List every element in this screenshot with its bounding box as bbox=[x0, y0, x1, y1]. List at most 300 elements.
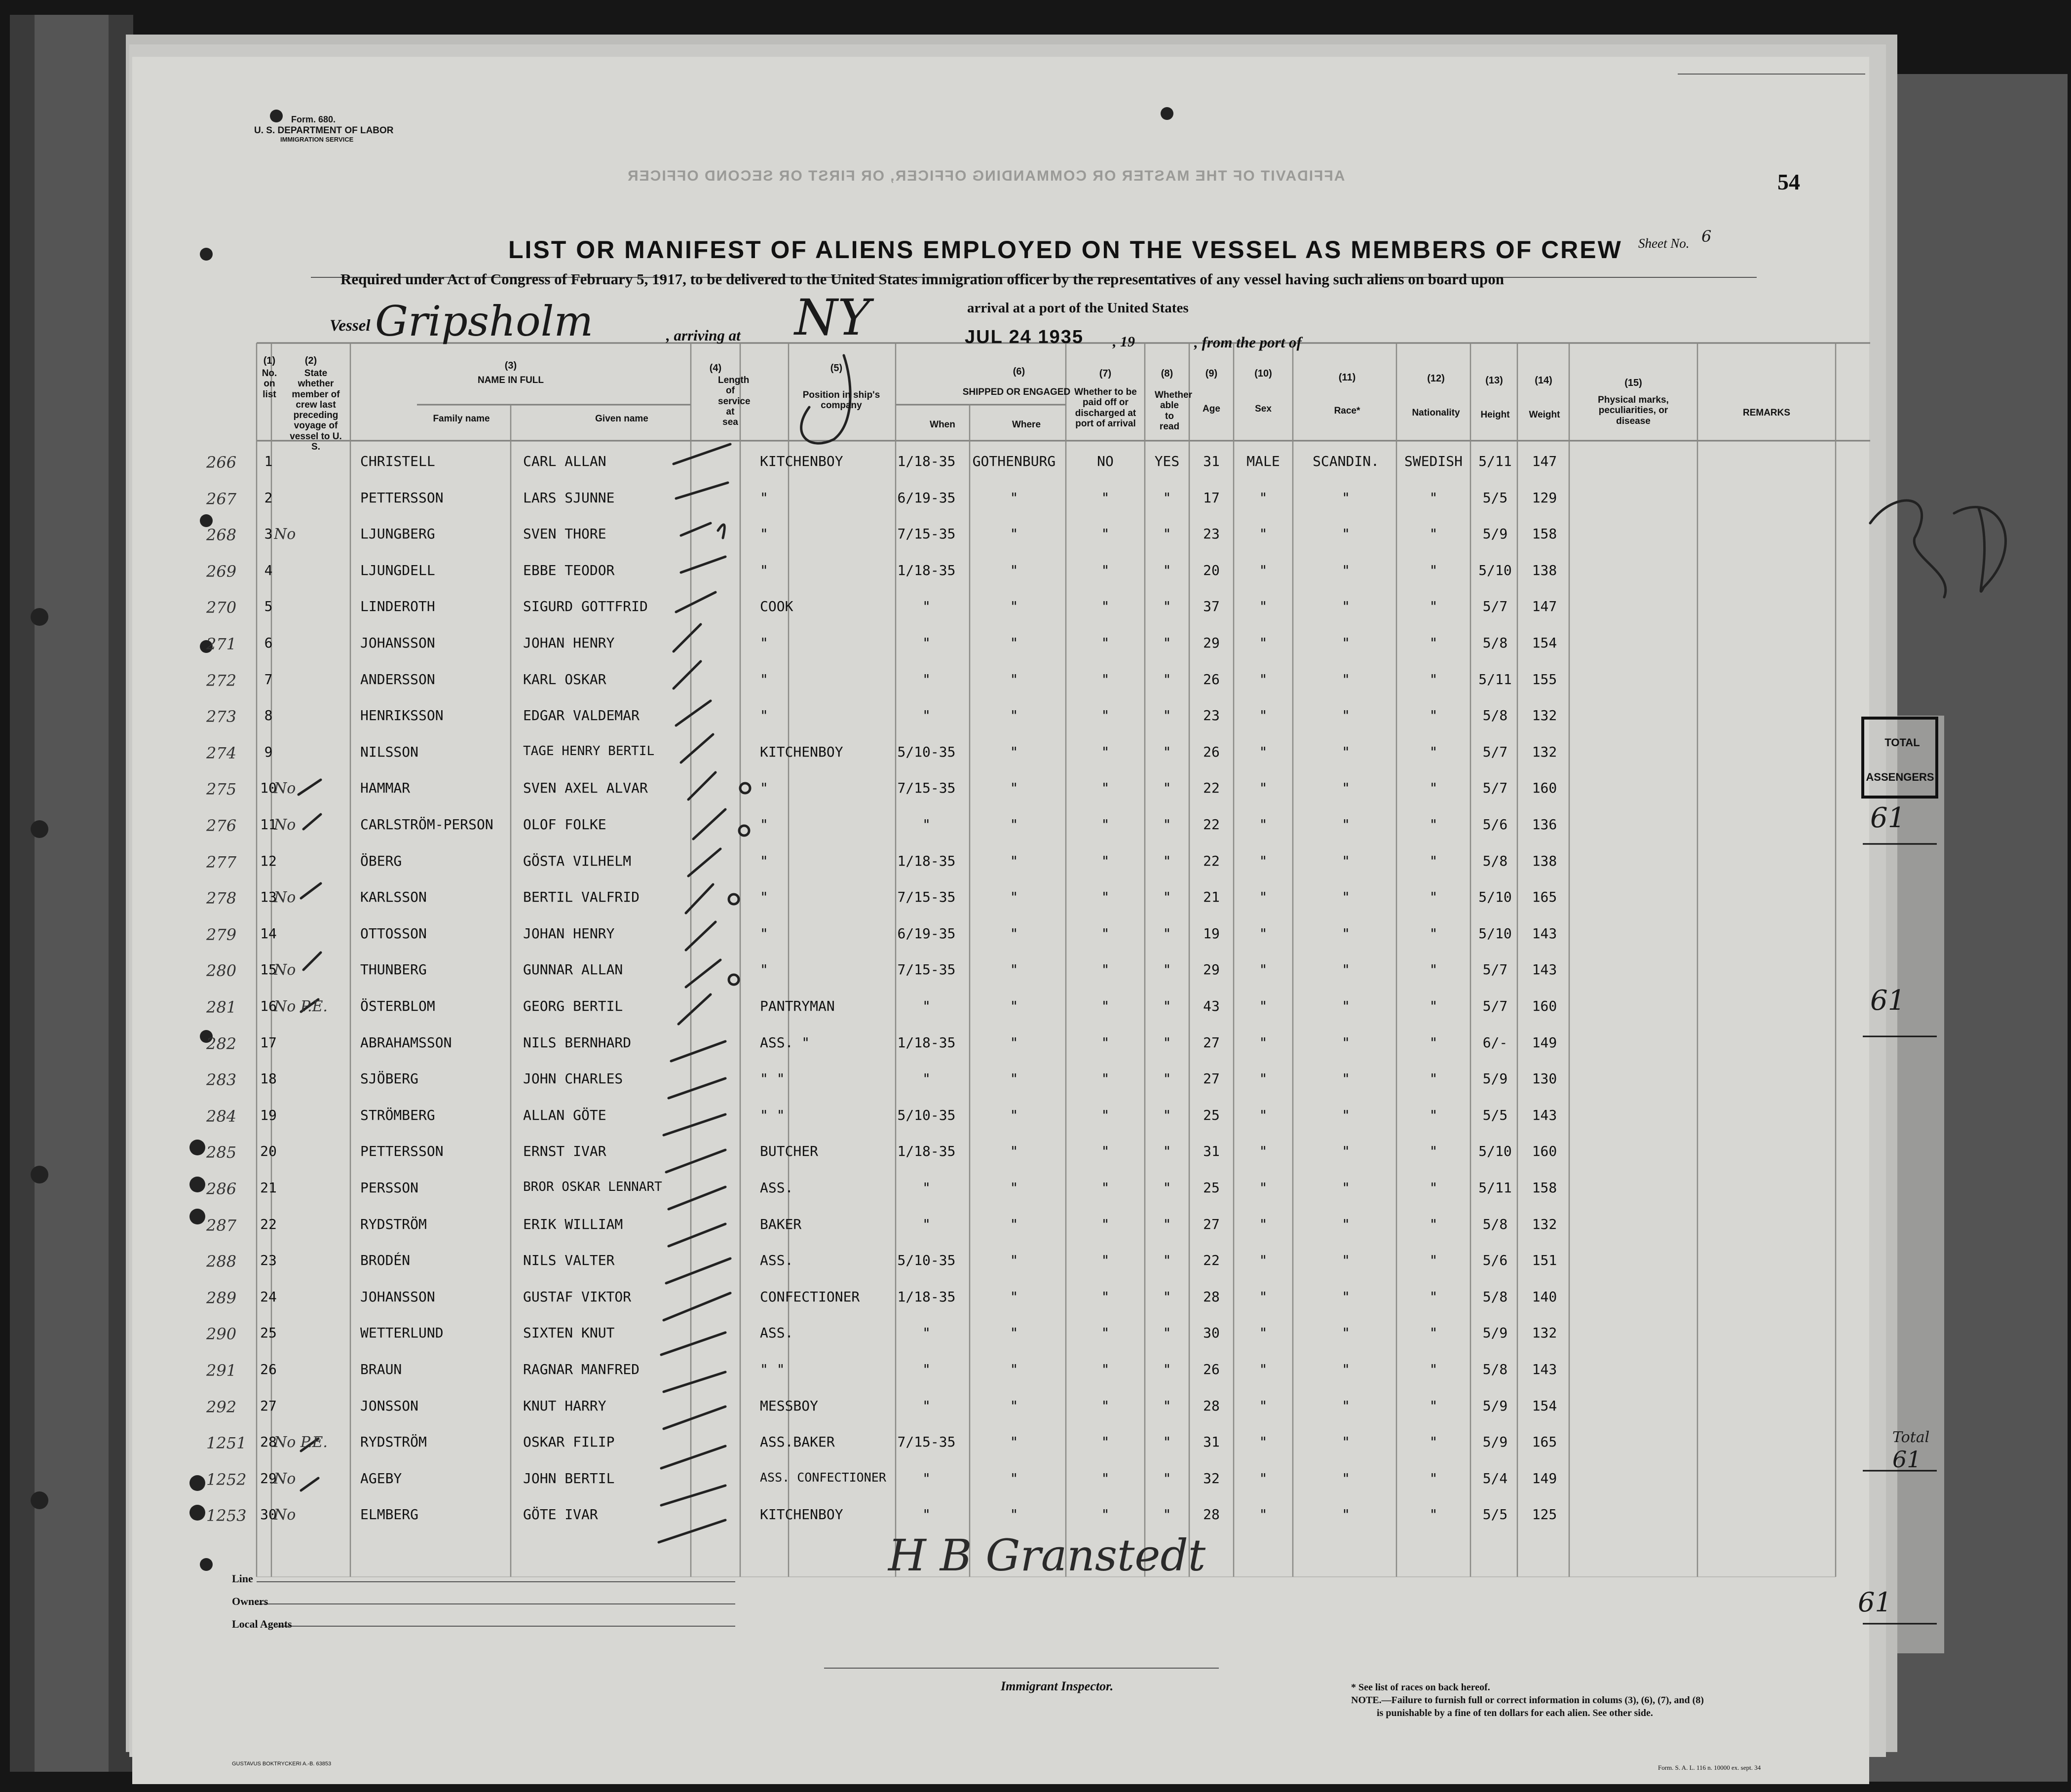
sex: " bbox=[1259, 489, 1268, 506]
sex: " bbox=[1259, 1252, 1268, 1269]
col3-num: (3) bbox=[504, 360, 517, 371]
nationality: " bbox=[1429, 562, 1438, 578]
family-name: OTTOSSON bbox=[360, 925, 427, 942]
weight: 143 bbox=[1532, 925, 1557, 942]
family-name: PERSSON bbox=[360, 1180, 419, 1196]
age: 21 bbox=[1203, 889, 1220, 906]
given-name: JOHN BERTIL bbox=[523, 1470, 615, 1487]
able-to-read: YES bbox=[1154, 453, 1180, 469]
family-name: CARLSTRÖM-PERSON bbox=[360, 816, 493, 833]
able-to-read: " bbox=[1163, 1325, 1171, 1341]
race: " bbox=[1342, 489, 1350, 506]
family-name: JONSSON bbox=[360, 1397, 419, 1414]
nationality: " bbox=[1429, 1070, 1438, 1087]
race: " bbox=[1342, 1180, 1350, 1196]
able-to-read: " bbox=[1163, 635, 1171, 651]
failure-note: NOTE.—Failure to furnish full or correct information in colums (3), (6), (7), and (8) bbox=[1351, 1695, 1704, 1706]
race: " bbox=[1342, 1252, 1350, 1269]
margin-line-number: 281 bbox=[206, 998, 237, 1017]
given-name: NILS BERNHARD bbox=[523, 1034, 632, 1051]
sex: " bbox=[1259, 1288, 1268, 1305]
weight: 143 bbox=[1532, 1361, 1557, 1377]
paid-off: " bbox=[1101, 1143, 1110, 1160]
age: 31 bbox=[1203, 1143, 1220, 1160]
weight: 165 bbox=[1532, 1434, 1557, 1450]
age-header: Age bbox=[1203, 404, 1220, 414]
given-name: OSKAR FILIP bbox=[523, 1434, 615, 1450]
given-name: CARL ALLAN bbox=[523, 453, 606, 469]
weight: 136 bbox=[1532, 816, 1557, 833]
margin-line-number: 1251 bbox=[206, 1434, 247, 1453]
sex: " bbox=[1259, 526, 1268, 542]
margin-line-number: 1252 bbox=[206, 1470, 247, 1489]
list-number: 12 bbox=[260, 852, 277, 869]
nationality: " bbox=[1429, 1361, 1438, 1377]
weight: 130 bbox=[1532, 1070, 1557, 1087]
age: 27 bbox=[1203, 1070, 1220, 1087]
shipped-when: 7/15-35 bbox=[897, 889, 956, 906]
position: " " bbox=[760, 1106, 785, 1123]
shipped-when: " bbox=[922, 598, 931, 615]
family-name: JOHANSSON bbox=[360, 635, 435, 651]
age: 20 bbox=[1203, 562, 1220, 578]
remarks-header: REMARKS bbox=[1742, 408, 1791, 418]
weight: 138 bbox=[1532, 562, 1557, 578]
able-to-read: " bbox=[1163, 1361, 1171, 1377]
given-name: GEORG BERTIL bbox=[523, 998, 623, 1014]
col5-num: (5) bbox=[830, 363, 843, 374]
age: 25 bbox=[1203, 1106, 1220, 1123]
paid-off: " bbox=[1101, 671, 1110, 687]
page-number: 54 bbox=[1777, 169, 1800, 194]
paid-off: " bbox=[1101, 1434, 1110, 1450]
shipped-where: " bbox=[1010, 1325, 1018, 1341]
list-number: 1 bbox=[264, 453, 273, 469]
age: 32 bbox=[1203, 1470, 1220, 1487]
shipped-when: 1/18-35 bbox=[897, 852, 956, 869]
age: 22 bbox=[1203, 780, 1220, 797]
list-number: 27 bbox=[260, 1397, 277, 1414]
weight: 129 bbox=[1532, 489, 1557, 506]
when-header: When bbox=[930, 419, 955, 430]
shipped-when: 1/18-35 bbox=[897, 562, 956, 578]
family-name-header: Family name bbox=[433, 414, 490, 424]
position: ASS. " bbox=[760, 1034, 810, 1051]
family-name: LINDEROTH bbox=[360, 598, 435, 615]
margin-line-number: 285 bbox=[206, 1143, 237, 1162]
sex: " bbox=[1259, 1143, 1268, 1160]
able-to-read: " bbox=[1163, 961, 1171, 978]
sex: " bbox=[1259, 743, 1268, 760]
age: 23 bbox=[1203, 707, 1220, 724]
family-name: RYDSTRÖM bbox=[360, 1216, 427, 1232]
sex: " bbox=[1259, 562, 1268, 578]
nationality: " bbox=[1429, 598, 1438, 615]
age: 17 bbox=[1203, 489, 1220, 506]
family-name: LJUNGBERG bbox=[360, 526, 435, 542]
shipped-when: 1/18-35 bbox=[897, 453, 956, 469]
department-label: U. S. DEPARTMENT OF LABOR bbox=[254, 125, 394, 136]
list-number: 26 bbox=[260, 1361, 277, 1377]
list-number: 30 bbox=[260, 1506, 277, 1523]
paid-off: " bbox=[1101, 1034, 1110, 1051]
list-number: 18 bbox=[260, 1070, 277, 1087]
paid-off: " bbox=[1101, 816, 1110, 833]
shipped-when: " bbox=[922, 1216, 931, 1232]
margin-line-number: 279 bbox=[206, 925, 237, 944]
previous-voyage: No bbox=[274, 526, 296, 543]
sex: " bbox=[1259, 1397, 1268, 1414]
family-name: LJUNGDELL bbox=[360, 562, 435, 578]
margin-line-number: 272 bbox=[206, 671, 237, 690]
position: COOK bbox=[760, 598, 793, 615]
age: 30 bbox=[1203, 1325, 1220, 1341]
able-to-read: " bbox=[1163, 1070, 1171, 1087]
shipped-when: 7/15-35 bbox=[897, 961, 956, 978]
height: 5/11 bbox=[1478, 453, 1512, 469]
shipped-when: " bbox=[922, 816, 931, 833]
race: " bbox=[1342, 961, 1350, 978]
family-name: PETTERSSON bbox=[360, 1143, 444, 1160]
position: ASS. bbox=[760, 1252, 793, 1269]
given-name: GÖTE IVAR bbox=[523, 1506, 598, 1523]
able-to-read: " bbox=[1163, 1180, 1171, 1196]
able-to-read: " bbox=[1163, 598, 1171, 615]
position: " bbox=[760, 489, 768, 506]
col1-num: (1) bbox=[263, 355, 276, 366]
sex: " bbox=[1259, 1506, 1268, 1523]
able-to-read: " bbox=[1163, 889, 1171, 906]
local-agents-label: Local Agents bbox=[232, 1618, 292, 1630]
race: " bbox=[1342, 526, 1350, 542]
paid-off: " bbox=[1101, 961, 1110, 978]
family-name: AGEBY bbox=[360, 1470, 402, 1487]
race: " bbox=[1342, 671, 1350, 687]
weight: 154 bbox=[1532, 635, 1557, 651]
race: " bbox=[1342, 1106, 1350, 1123]
weight: 132 bbox=[1532, 1325, 1557, 1341]
col1-label: No. on list bbox=[262, 368, 277, 400]
paid-off: " bbox=[1101, 889, 1110, 906]
weight: 158 bbox=[1532, 1180, 1557, 1196]
position: ASS.BAKER bbox=[760, 1434, 835, 1450]
position: " " bbox=[760, 1361, 785, 1377]
age: 22 bbox=[1203, 1252, 1220, 1269]
position: BUTCHER bbox=[760, 1143, 819, 1160]
margin-line-number: 286 bbox=[206, 1180, 237, 1198]
sex: " bbox=[1259, 598, 1268, 615]
arriving-label: , arriving at bbox=[666, 327, 741, 344]
family-name: WETTERLUND bbox=[360, 1325, 444, 1341]
height: 5/8 bbox=[1482, 852, 1508, 869]
weight: 149 bbox=[1532, 1470, 1557, 1487]
printer-mark: GUSTAVUS BOKTRYCKERI A.-B. 63853 bbox=[232, 1761, 332, 1767]
position: " bbox=[760, 925, 768, 942]
height: 5/9 bbox=[1482, 1325, 1508, 1341]
able-to-read: " bbox=[1163, 1470, 1171, 1487]
list-number: 14 bbox=[260, 925, 277, 942]
margin-line-number: 283 bbox=[206, 1070, 237, 1090]
shipped-when: 6/19-35 bbox=[897, 489, 956, 506]
able-to-read: " bbox=[1163, 562, 1171, 578]
nationality: " bbox=[1429, 1106, 1438, 1123]
total-passengers-header-cont: ASSENGERS bbox=[1866, 771, 1934, 783]
nationality: " bbox=[1429, 707, 1438, 724]
sex: " bbox=[1259, 780, 1268, 797]
height: 5/10 bbox=[1478, 889, 1512, 906]
given-name: EBBE TEODOR bbox=[523, 562, 615, 578]
family-name: ÖBERG bbox=[360, 852, 402, 869]
nationality-header: Nationality bbox=[1412, 408, 1460, 418]
height: 5/9 bbox=[1482, 1397, 1508, 1414]
race: " bbox=[1342, 1143, 1350, 1160]
race: " bbox=[1342, 852, 1350, 869]
margin-line-number: 276 bbox=[206, 816, 237, 835]
position: " bbox=[760, 671, 768, 687]
line-label: Line bbox=[232, 1572, 253, 1585]
family-name: BRODÉN bbox=[360, 1252, 411, 1269]
list-number: 9 bbox=[264, 743, 273, 760]
given-name: GUNNAR ALLAN bbox=[523, 961, 623, 978]
list-number: 28 bbox=[260, 1434, 277, 1450]
shipped-where: " bbox=[1010, 1361, 1018, 1377]
margin-line-number: 275 bbox=[206, 780, 237, 799]
age: 28 bbox=[1203, 1288, 1220, 1305]
nationality: " bbox=[1429, 961, 1438, 978]
col9-num: (9) bbox=[1205, 368, 1218, 379]
nationality: " bbox=[1429, 816, 1438, 833]
previous-voyage: No P.E. bbox=[274, 1434, 328, 1451]
nationality: " bbox=[1429, 998, 1438, 1014]
sex: " bbox=[1259, 1070, 1268, 1087]
arrival-date-stamp: JUL 24 1935 bbox=[965, 327, 1084, 347]
position: KITCHENBOY bbox=[760, 1506, 843, 1523]
position: " bbox=[760, 707, 768, 724]
shipped-when: 6/19-35 bbox=[897, 925, 956, 942]
list-number: 25 bbox=[260, 1325, 277, 1341]
shipped-when: " bbox=[922, 1070, 931, 1087]
able-to-read: " bbox=[1163, 1288, 1171, 1305]
list-number: 6 bbox=[264, 635, 273, 651]
shipped-when: 5/10-35 bbox=[897, 1106, 956, 1123]
previous-voyage: No bbox=[274, 780, 296, 798]
shipped-where: " bbox=[1010, 925, 1018, 942]
vessel-name: Gripsholm bbox=[375, 297, 594, 345]
col6-label: SHIPPED OR ENGAGED bbox=[962, 387, 1071, 397]
weight: 154 bbox=[1532, 1397, 1557, 1414]
family-name: ÖSTERBLOM bbox=[360, 998, 435, 1014]
position: " " bbox=[760, 1070, 785, 1087]
shipped-where: " bbox=[1010, 707, 1018, 724]
position: " bbox=[760, 889, 768, 906]
shipped-when: " bbox=[922, 1325, 931, 1341]
total-value-2: 61 bbox=[1870, 985, 1906, 1017]
col6-num: (6) bbox=[1013, 366, 1025, 377]
race: " bbox=[1342, 1070, 1350, 1087]
manifest-subtitle-cont: arrival at a port of the United States bbox=[967, 300, 1189, 316]
paid-off: " bbox=[1101, 1216, 1110, 1232]
margin-line-number: 271 bbox=[206, 635, 237, 653]
sheet-number: 6 bbox=[1701, 227, 1712, 246]
given-name: GUSTAF VIKTOR bbox=[523, 1288, 632, 1305]
race: " bbox=[1342, 598, 1350, 615]
shipped-where: " bbox=[1010, 743, 1018, 760]
nationality: " bbox=[1429, 743, 1438, 760]
height: 5/8 bbox=[1482, 1361, 1508, 1377]
paid-off: " bbox=[1101, 743, 1110, 760]
height: 5/9 bbox=[1482, 1434, 1508, 1450]
able-to-read: " bbox=[1163, 1506, 1171, 1523]
margin-line-number: 290 bbox=[206, 1325, 237, 1344]
sex: " bbox=[1259, 707, 1268, 724]
position: BAKER bbox=[760, 1216, 802, 1232]
weight: 143 bbox=[1532, 1106, 1557, 1123]
form-code: Form. S. A. L. 116 n. 10000 ex. sept. 34 bbox=[1658, 1764, 1761, 1771]
given-name: SIGURD GOTTFRID bbox=[523, 598, 648, 615]
list-number: 22 bbox=[260, 1216, 277, 1232]
col7-num: (7) bbox=[1099, 368, 1112, 379]
immigrant-inspector-label: Immigrant Inspector. bbox=[1001, 1679, 1114, 1693]
manifest-subtitle: Required under Act of Congress of February 5, 1917, to be delivered to the United States immigration officer by the representatives of any vessel having such aliens on board upon bbox=[340, 270, 1504, 288]
race: " bbox=[1342, 1216, 1350, 1232]
height: 5/8 bbox=[1482, 1216, 1508, 1232]
family-name: JOHANSSON bbox=[360, 1288, 435, 1305]
nationality: " bbox=[1429, 852, 1438, 869]
mirrored-affidavit-text: AFFIDAVIT OF THE MASTER OR COMMANDING OFFICER, OR FIRST OR SECOND OFFICER bbox=[627, 168, 1345, 184]
nationality: " bbox=[1429, 1216, 1438, 1232]
shipped-where: " bbox=[1010, 852, 1018, 869]
shipped-where: " bbox=[1010, 1034, 1018, 1051]
able-to-read: " bbox=[1163, 671, 1171, 687]
height: 5/8 bbox=[1482, 635, 1508, 651]
total-label: Total bbox=[1892, 1429, 1930, 1446]
shipped-where: " bbox=[1010, 961, 1018, 978]
margin-line-number: 280 bbox=[206, 961, 237, 981]
able-to-read: " bbox=[1163, 852, 1171, 869]
sex: MALE bbox=[1246, 453, 1280, 469]
sex: " bbox=[1259, 925, 1268, 942]
margin-line-number: 1253 bbox=[206, 1506, 247, 1525]
weight: 147 bbox=[1532, 453, 1557, 469]
race: " bbox=[1342, 780, 1350, 797]
weight: 151 bbox=[1532, 1252, 1557, 1269]
height: 5/9 bbox=[1482, 526, 1508, 542]
sheet-label: Sheet No. bbox=[1638, 236, 1690, 251]
shipped-where: " bbox=[1010, 1288, 1018, 1305]
shipped-when: 1/18-35 bbox=[897, 1288, 956, 1305]
weight: 132 bbox=[1532, 743, 1557, 760]
list-number: 10 bbox=[260, 780, 277, 797]
given-name: BROR OSKAR LENNART bbox=[523, 1180, 662, 1194]
height: 5/10 bbox=[1478, 562, 1512, 578]
race: " bbox=[1342, 889, 1350, 906]
paid-off: " bbox=[1101, 1506, 1110, 1523]
given-name: JOHAN HENRY bbox=[523, 925, 615, 942]
paid-off: " bbox=[1101, 1288, 1110, 1305]
weight: 138 bbox=[1532, 852, 1557, 869]
margin-line-number: 284 bbox=[206, 1106, 237, 1126]
family-name: SJÖBERG bbox=[360, 1070, 419, 1087]
col14-num: (14) bbox=[1535, 375, 1552, 386]
weight: 160 bbox=[1532, 998, 1557, 1014]
nationality: " bbox=[1429, 1034, 1438, 1051]
shipped-when: " bbox=[922, 1470, 931, 1487]
age: 37 bbox=[1203, 598, 1220, 615]
shipped-when: 7/15-35 bbox=[897, 526, 956, 542]
form-number: Form. 680. bbox=[291, 114, 336, 124]
height: 5/11 bbox=[1478, 671, 1512, 687]
sex: " bbox=[1259, 1180, 1268, 1196]
col7-label: Whether to be paid off or discharged at port of arrival bbox=[1074, 387, 1137, 429]
height: 5/7 bbox=[1482, 743, 1508, 760]
sex: " bbox=[1259, 961, 1268, 978]
nationality: " bbox=[1429, 1470, 1438, 1487]
col8-label: Whether able to read bbox=[1155, 390, 1192, 432]
able-to-read: " bbox=[1163, 1034, 1171, 1051]
position: KITCHENBOY bbox=[760, 743, 843, 760]
col13-num: (13) bbox=[1485, 375, 1503, 386]
margin-line-number: 269 bbox=[206, 562, 237, 581]
list-number: 21 bbox=[260, 1180, 277, 1196]
race: " bbox=[1342, 816, 1350, 833]
shipped-where: " bbox=[1010, 1106, 1018, 1123]
age: 31 bbox=[1203, 453, 1220, 469]
able-to-read: " bbox=[1163, 780, 1171, 797]
family-name: RYDSTRÖM bbox=[360, 1434, 427, 1450]
paid-off: " bbox=[1101, 1325, 1110, 1341]
race: " bbox=[1342, 1397, 1350, 1414]
paid-off: " bbox=[1101, 1470, 1110, 1487]
position: KITCHENBOY bbox=[760, 453, 843, 469]
position: ASS. bbox=[760, 1325, 793, 1341]
shipped-where: " bbox=[1010, 635, 1018, 651]
given-name: BERTIL VALFRID bbox=[523, 889, 640, 906]
race: " bbox=[1342, 1325, 1350, 1341]
previous-voyage: No bbox=[274, 961, 296, 979]
age: 29 bbox=[1203, 961, 1220, 978]
shipped-when: " bbox=[922, 1506, 931, 1523]
paid-off: " bbox=[1101, 1252, 1110, 1269]
previous-voyage: No bbox=[274, 889, 296, 907]
list-number: 15 bbox=[260, 961, 277, 978]
age: 26 bbox=[1203, 671, 1220, 687]
height: 5/10 bbox=[1478, 925, 1512, 942]
list-number: 24 bbox=[260, 1288, 277, 1305]
total-passengers-header: TOTAL bbox=[1884, 736, 1920, 749]
race: SCANDIN. bbox=[1313, 453, 1379, 469]
given-name: SVEN THORE bbox=[523, 526, 606, 542]
able-to-read: " bbox=[1163, 1106, 1171, 1123]
shipped-where: " bbox=[1010, 998, 1018, 1014]
nationality: " bbox=[1429, 671, 1438, 687]
sex: " bbox=[1259, 998, 1268, 1014]
list-number: 7 bbox=[264, 671, 273, 687]
from-port-label: , from the port of bbox=[1194, 334, 1302, 351]
given-name: ERIK WILLIAM bbox=[523, 1216, 623, 1232]
total-value-1: 61 bbox=[1870, 802, 1906, 834]
given-name: GÖSTA VILHELM bbox=[523, 852, 632, 869]
total-value-4: 61 bbox=[1858, 1587, 1892, 1618]
able-to-read: " bbox=[1163, 707, 1171, 724]
family-name: KARLSSON bbox=[360, 889, 427, 906]
sex: " bbox=[1259, 1361, 1268, 1377]
race: " bbox=[1342, 1288, 1350, 1305]
col15-num: (15) bbox=[1624, 378, 1642, 388]
margin-line-number: 278 bbox=[206, 889, 237, 908]
able-to-read: " bbox=[1163, 526, 1171, 542]
age: 29 bbox=[1203, 635, 1220, 651]
height: 5/8 bbox=[1482, 1288, 1508, 1305]
